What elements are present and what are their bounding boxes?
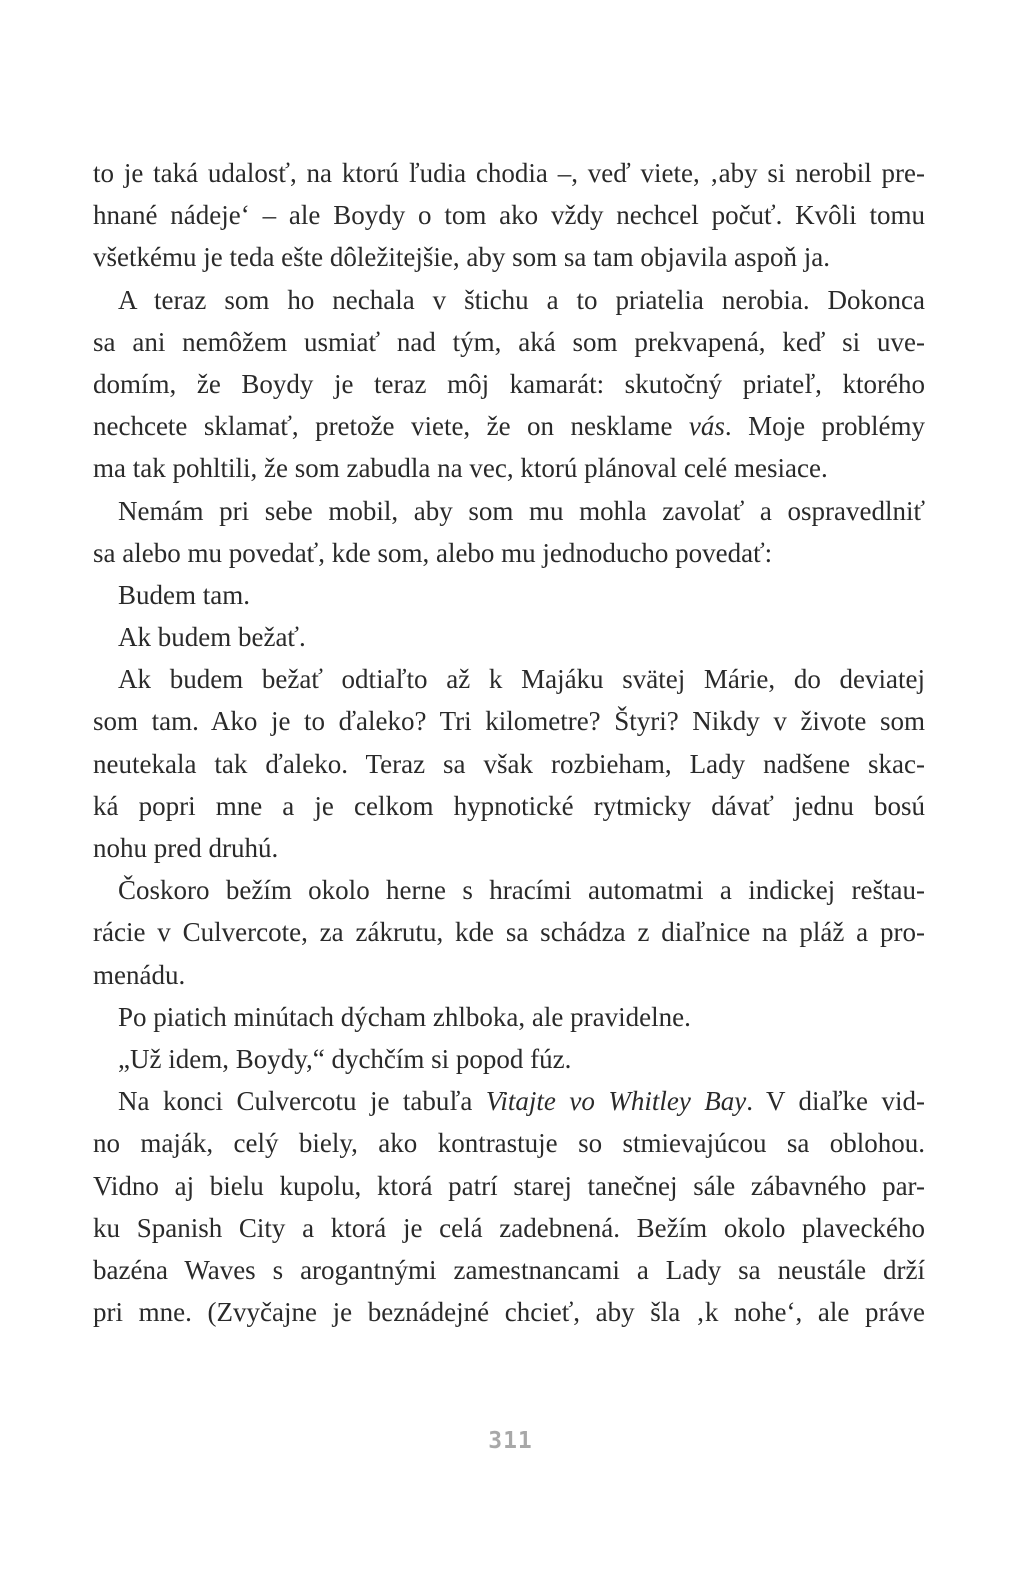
book-page-text	[93, 152, 925, 1333]
text-line: to je taká udalosť, na ktorú ľudia chodia –, veď viete, ‚aby si nerobil pre-	[93, 158, 925, 188]
text-line: domím, že Boydy je teraz môj kamarát: skutočný priateľ, ktorého	[93, 368, 925, 399]
text-line: neutekala tak ďaleko. Teraz sa však rozbieham, Lady nadšene skac-	[93, 748, 925, 779]
text-line: Čoskoro bežím okolo herne s hracími automatmi a indickej reštau-	[118, 875, 925, 906]
text-line: menádu.	[93, 959, 186, 990]
text-line: A teraz som ho nechala v štichu a to priatelia nerobia. Dokonca	[118, 284, 925, 315]
text-line: no maják, celý biely, ako kontrastuje so stmievajúcou sa oblohou.	[93, 1128, 925, 1159]
text-line: hnané nádeje‘ – ale Boydy o tom ako vždy nechcel počuť. Kvôli tomu	[93, 200, 925, 231]
text-line: všetkému je teda ešte dôležitejšie, aby som sa tam objavila aspoň ja.	[93, 242, 831, 273]
text-line: sa ani nemôžem usmiať nad tým, aká som prekvapená, keď si uve-	[93, 326, 925, 357]
text-line: Nemám pri sebe mobil, aby som mu mohla zavolať a ospravedlniť	[118, 495, 925, 526]
text-line: nohu pred druhú.	[93, 833, 279, 863]
emphasis-text: Vitajte vo Whitley Bay	[485, 1086, 747, 1117]
text-line: Budem tam.	[118, 579, 250, 610]
text-line: ká popri mne a je celkom hypnotické rytmicky dávať jednu bosú	[93, 790, 925, 821]
page-number: 311	[488, 1428, 533, 1454]
text-line: nechcete sklamať, pretože viete, že on nesklame vás. Moje problémy	[93, 411, 925, 442]
text-line: ku Spanish City a ktorá je celá zadebnená. Bežím okolo plaveckého	[93, 1212, 925, 1243]
emphasis-text: vás	[688, 411, 725, 442]
text-line: Ak budem bežať.	[118, 622, 306, 653]
text-line: som tam. Ako je to ďaleko? Tri kilometre? Štyri? Nikdy v živote som	[93, 706, 925, 737]
text-line: rácie v Culvercote, za zákrutu, kde sa schádza z diaľnice na pláž a pro-	[93, 917, 925, 948]
text-line: Na konci Culvercotu je tabuľa Vitajte vo Whitley Bay. V diaľke vid-	[118, 1086, 925, 1117]
text-line: Ak budem bežať odtiaľto až k Majáku svätej Márie, do deviatej	[118, 664, 925, 695]
text-line: ma tak pohltili, že som zabudla na vec, ktorú plánoval celé mesiace.	[93, 453, 828, 484]
text-line: „Už idem, Boydy,“ dychčím si popod fúz.	[118, 1043, 572, 1074]
text-line: bazéna Waves s arogantnými zamestnancami a Lady sa neustále drží	[93, 1254, 925, 1285]
text-line: Vidno aj bielu kupolu, ktorá patrí starej tanečnej sále zábavného par-	[93, 1170, 925, 1201]
text-line: pri mne. (Zvyčajne je beznádejné chcieť, aby šla ‚k nohe‘, ale práve	[93, 1297, 925, 1328]
text-line: sa alebo mu povedať, kde som, alebo mu jednoducho povedať:	[93, 537, 773, 568]
text-line: Po piatich minútach dýcham zhlboka, ale pravidelne.	[118, 1001, 691, 1032]
